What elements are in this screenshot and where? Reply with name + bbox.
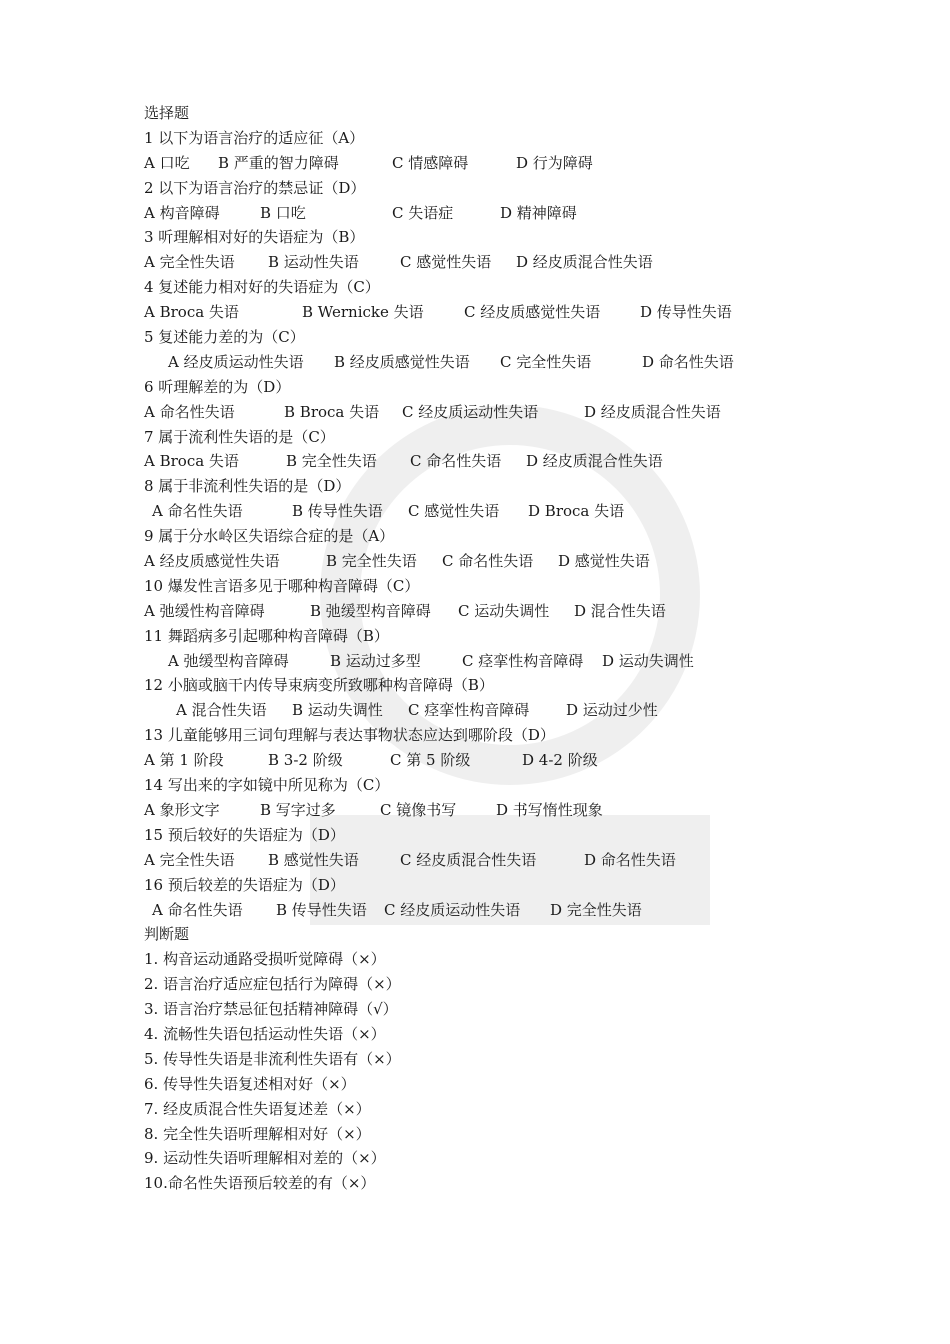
options-1 — [144, 151, 864, 176]
judgement-7: 7. 经皮质混合性失语复述差（×） — [144, 1099, 371, 1118]
option: A 经皮质感觉性失语 — [144, 552, 280, 571]
question-10: 10 爆发性言语多见于哪种构音障碍（C） — [144, 576, 420, 595]
option: A 经皮质运动性失语 — [168, 352, 304, 371]
option: C 感觉性失语 — [400, 253, 492, 272]
option: B 写字过多 — [260, 800, 336, 819]
option: C 镜像书写 — [380, 800, 457, 819]
option: A 口吃 — [144, 153, 190, 172]
option: C 经皮质感觉性失语 — [464, 303, 601, 322]
judgement-3: 3. 语言治疗禁忌征包括精神障碍（√） — [144, 1000, 398, 1019]
judgement-5: 5. 传导性失语是非流利性失语有（×） — [144, 1049, 401, 1068]
option: C 命名性失语 — [410, 452, 502, 471]
option: C 情感障碍 — [392, 153, 469, 172]
judgement-1: 1. 构音运动通路受损听觉障碍（×） — [144, 950, 386, 969]
option: B Wernicke 失语 — [302, 303, 424, 322]
option: C 失语症 — [392, 203, 454, 222]
options-7 — [144, 449, 864, 474]
question-5: 5 复述能力差的为（C） — [144, 328, 305, 347]
options-5 — [144, 350, 864, 375]
option: C 经皮质混合性失语 — [400, 850, 537, 869]
option: B 完全性失语 — [286, 452, 377, 471]
option: D 运动失调性 — [602, 651, 694, 670]
question-12: 12 小脑或脑干内传导束病变所致哪种构音障碍（B） — [144, 676, 494, 695]
option: B 传导性失语 — [276, 900, 367, 919]
option: A 构音障碍 — [144, 203, 220, 222]
option: D 4-2 阶级 — [522, 751, 598, 770]
question-16: 16 预后较差的失语症为（D） — [144, 875, 345, 894]
option: D 混合性失语 — [574, 601, 666, 620]
option: B 运动失调性 — [292, 701, 383, 720]
option: A 象形文字 — [144, 800, 220, 819]
option: B 运动性失语 — [268, 253, 359, 272]
options-3 — [144, 250, 864, 275]
options-8 — [144, 499, 864, 524]
option: D 感觉性失语 — [558, 552, 650, 571]
option: B Broca 失语 — [284, 402, 380, 421]
question-4: 4 复述能力相对好的失语症为（C） — [144, 278, 380, 297]
option: C 经皮质运动性失语 — [402, 402, 539, 421]
option: C 运动失调性 — [458, 601, 550, 620]
option: C 命名性失语 — [442, 552, 534, 571]
judgement-10: 10.命名性失语预后较差的有（×） — [144, 1174, 376, 1193]
option: B 3-2 阶级 — [268, 751, 343, 770]
option: B 经皮质感觉性失语 — [334, 352, 470, 371]
section-choice-title: 选择题 — [144, 104, 190, 122]
judgement-8: 8. 完全性失语听理解相对好（×） — [144, 1124, 371, 1143]
option: B 口吃 — [260, 203, 306, 222]
option: B 传导性失语 — [292, 502, 383, 521]
options-6 — [144, 400, 864, 425]
option: C 第 5 阶级 — [390, 751, 471, 770]
option: A 命名性失语 — [152, 900, 243, 919]
option: A Broca 失语 — [144, 452, 239, 471]
option: B 运动过多型 — [330, 651, 421, 670]
option: D 经皮质混合性失语 — [526, 452, 663, 471]
option: D 命名性失语 — [642, 352, 734, 371]
options-9 — [144, 549, 864, 574]
options-10 — [144, 599, 864, 624]
option: B 感觉性失语 — [268, 850, 359, 869]
option: D 经皮质混合性失语 — [584, 402, 721, 421]
option: A 完全性失语 — [144, 253, 235, 272]
option: D 传导性失语 — [640, 303, 732, 322]
judgement-9: 9. 运动性失语听理解相对差的（×） — [144, 1149, 386, 1168]
question-15: 15 预后较好的失语症为（D） — [144, 825, 345, 844]
option: B 严重的智力障碍 — [218, 153, 339, 172]
options-11 — [144, 649, 864, 674]
question-1: 1 以下为语言治疗的适应征（A） — [144, 128, 365, 147]
question-11: 11 舞蹈病多引起哪种构音障碍（B） — [144, 626, 389, 645]
option: D 行为障碍 — [516, 153, 593, 172]
option: A 命名性失语 — [144, 402, 235, 421]
question-13: 13 儿童能够用三词句理解与表达事物状态应达到哪阶段（D） — [144, 726, 555, 745]
option: D 运动过少性 — [566, 701, 658, 720]
option: A 完全性失语 — [144, 850, 235, 869]
option: C 感觉性失语 — [408, 502, 500, 521]
option: D 书写惰性现象 — [496, 800, 603, 819]
question-8: 8 属于非流利性失语的是（D） — [144, 477, 351, 496]
options-16 — [144, 898, 864, 923]
option: D 经皮质混合性失语 — [516, 253, 653, 272]
options-13 — [144, 748, 864, 773]
judgement-6: 6. 传导性失语复述相对好（×） — [144, 1074, 356, 1093]
options-4 — [144, 300, 864, 325]
question-14: 14 写出来的字如镜中所见称为（C） — [144, 776, 390, 795]
question-3: 3 听理解相对好的失语症为（B） — [144, 228, 365, 247]
options-14 — [144, 798, 864, 823]
judgement-2: 2. 语言治疗适应症包括行为障碍（×） — [144, 975, 401, 994]
question-9: 9 属于分水岭区失语综合症的是（A） — [144, 527, 395, 546]
option: A 第 1 阶段 — [144, 751, 224, 770]
question-6: 6 听理解差的为（D） — [144, 377, 291, 396]
option: A 混合性失语 — [176, 701, 267, 720]
option: B 完全性失语 — [326, 552, 417, 571]
option: D Broca 失语 — [528, 502, 625, 521]
options-12 — [144, 698, 864, 723]
option: C 痉挛性构音障碍 — [408, 701, 530, 720]
option: A 弛缓性构音障碍 — [144, 601, 265, 620]
option: A 弛缓型构音障碍 — [168, 651, 289, 670]
option: C 完全性失语 — [500, 352, 592, 371]
question-7: 7 属于流利性失语的是（C） — [144, 427, 335, 446]
section-judge-title: 判断题 — [144, 925, 190, 944]
option: C 经皮质运动性失语 — [384, 900, 521, 919]
option: A 命名性失语 — [152, 502, 243, 521]
option: D 完全性失语 — [550, 900, 642, 919]
judgement-4: 4. 流畅性失语包括运动性失语（×） — [144, 1024, 386, 1043]
document-body — [144, 101, 864, 1196]
option: D 精神障碍 — [500, 203, 577, 222]
options-15 — [144, 848, 864, 873]
option: A Broca 失语 — [144, 303, 239, 322]
options-2 — [144, 201, 864, 226]
question-2: 2 以下为语言治疗的禁忌证（D） — [144, 178, 366, 197]
option: C 痉挛性构音障碍 — [462, 651, 584, 670]
option: B 弛缓型构音障碍 — [310, 601, 431, 620]
option: D 命名性失语 — [584, 850, 676, 869]
